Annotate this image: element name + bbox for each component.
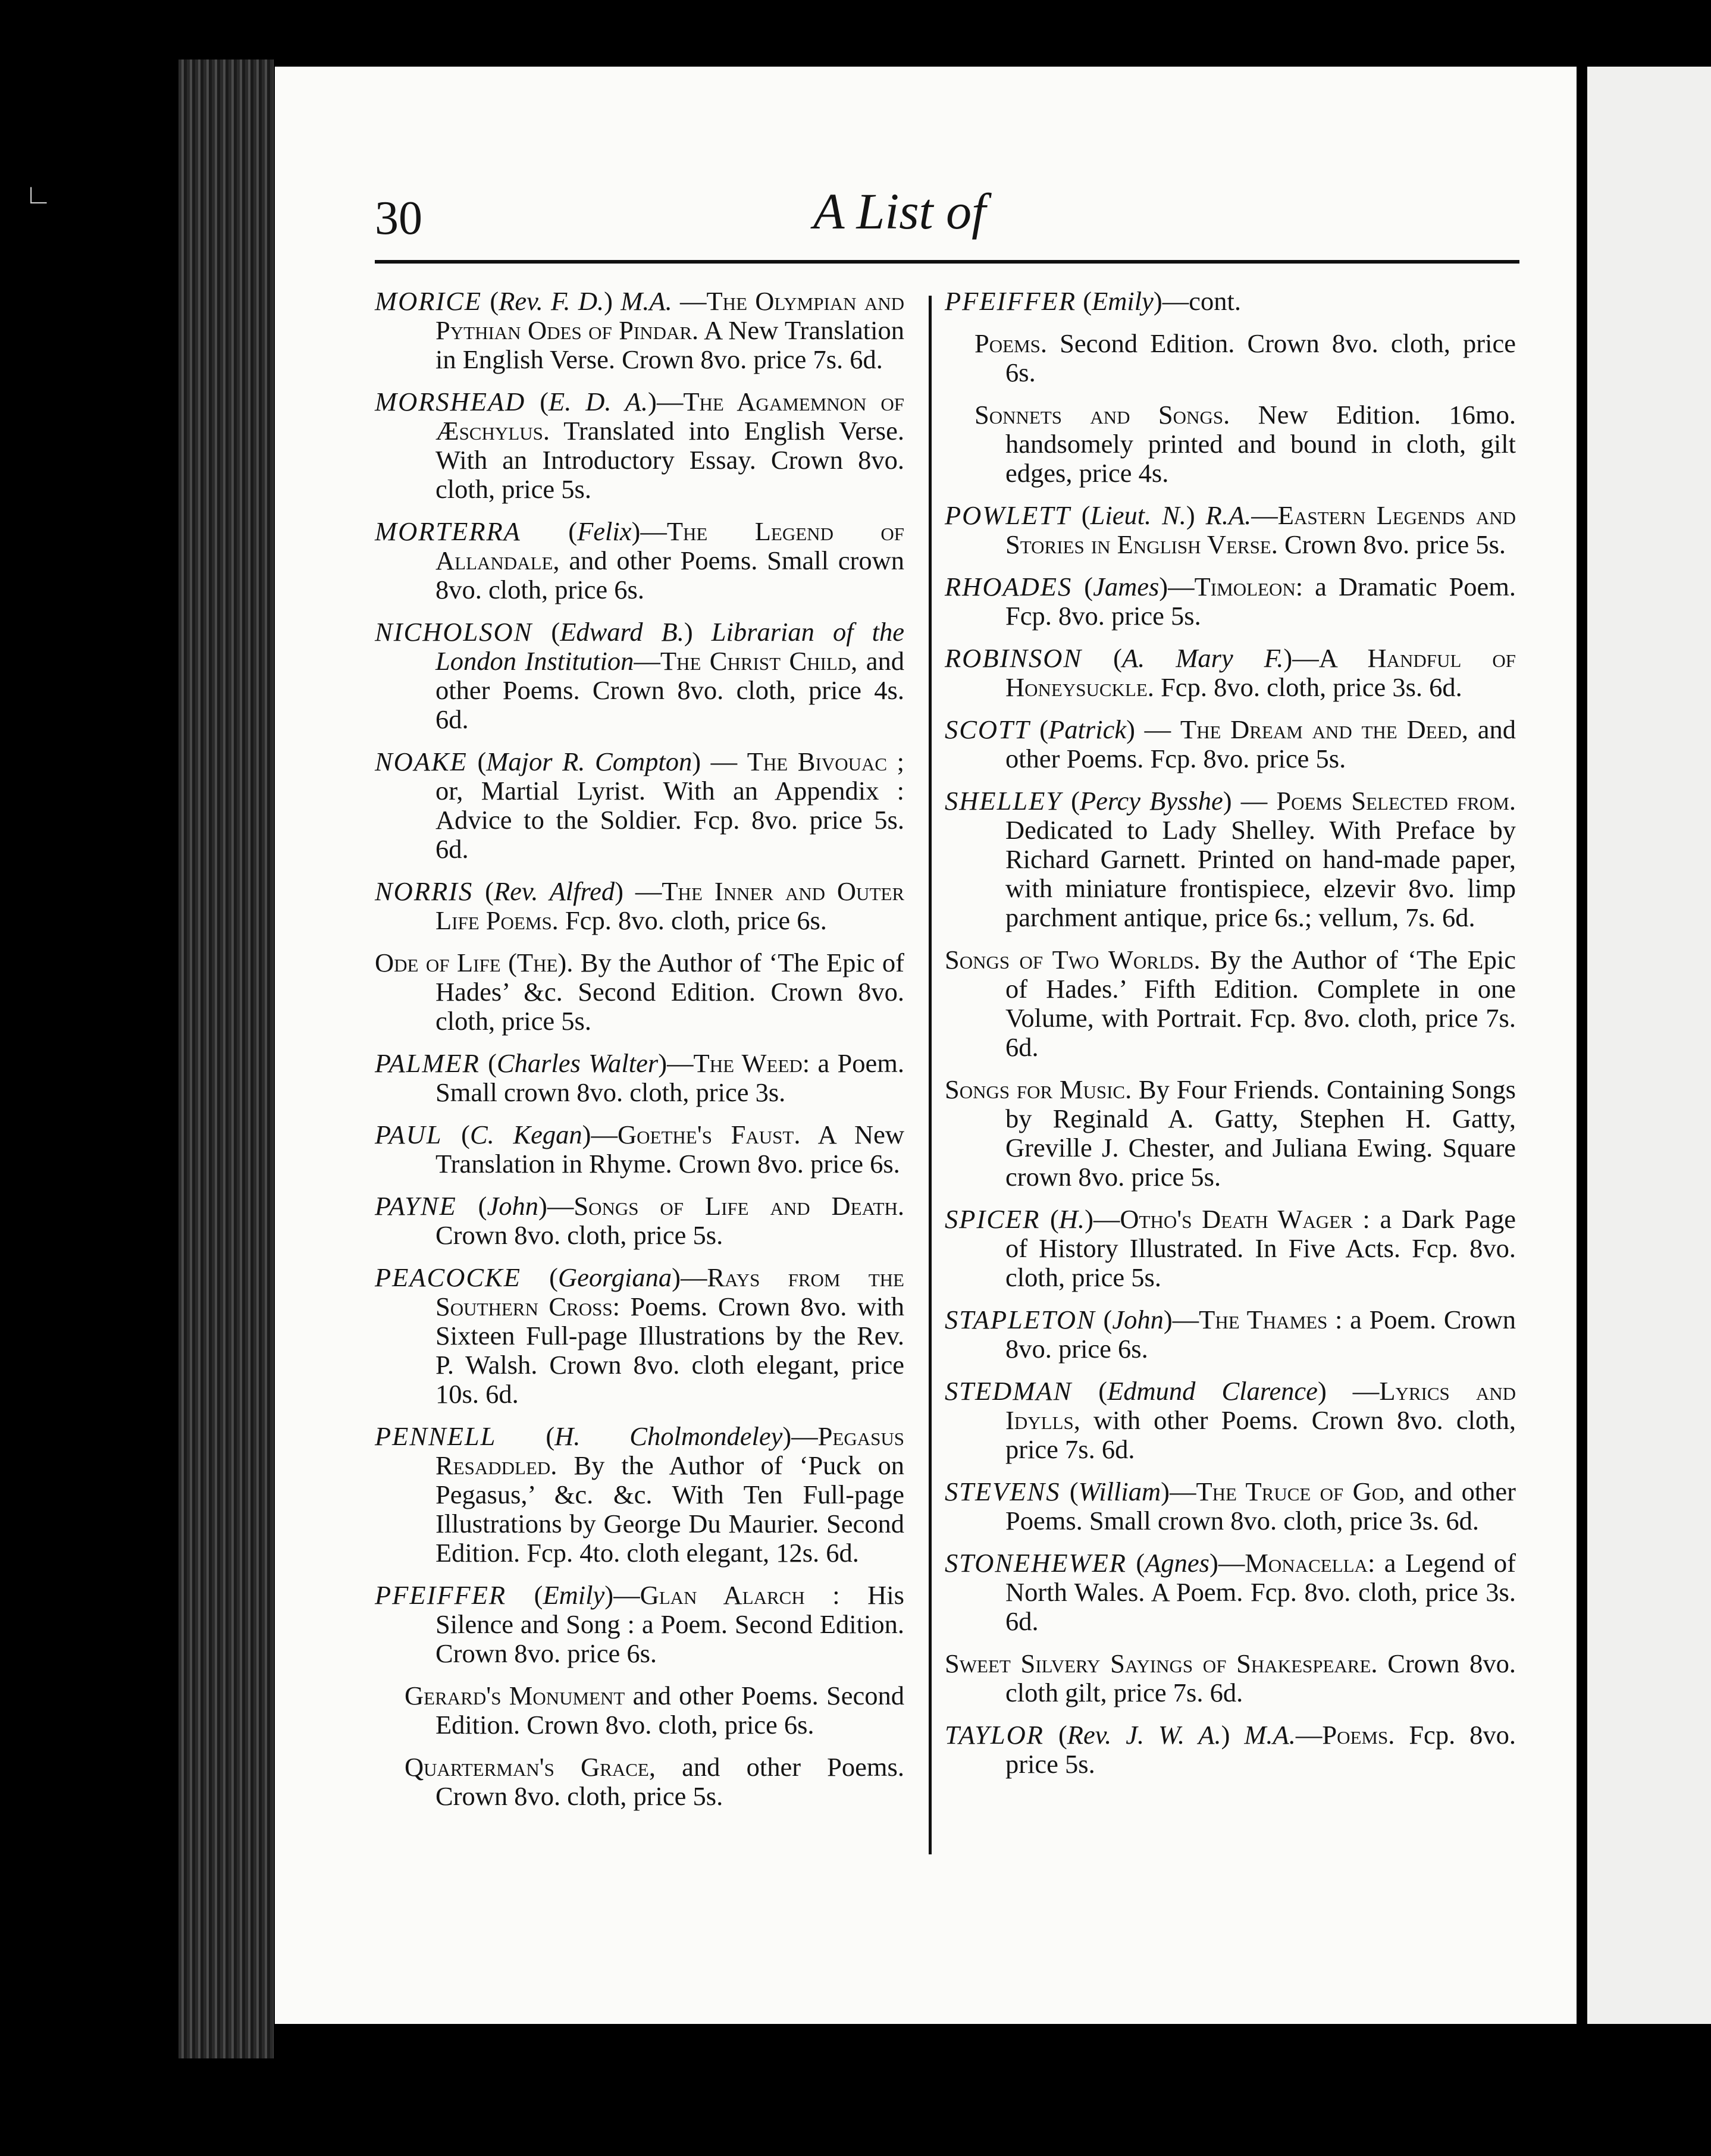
entry-work-title: Songs of Two Worlds.: [945, 945, 1201, 974]
entry-details: and other Poems. Fcp. 8vo. price 5s.: [1005, 715, 1516, 773]
running-title: A List of: [813, 183, 986, 240]
entry-separator: —: [623, 876, 662, 906]
entry-author-detail: James: [1093, 572, 1160, 601]
catalogue-entry: PAUL (C. Kegan)—Goethe's Faust. A New Translation in Rhyme. Crown 8vo. price 6s.: [375, 1120, 905, 1179]
entry-separator: —: [672, 286, 707, 316]
entry-separator: —: [1172, 1305, 1199, 1334]
entry-separator: —: [1169, 1477, 1196, 1506]
entry-author-detail: Rev. Alfred: [493, 876, 615, 906]
entry-author-suffix: Librarian of the London Institution: [435, 617, 905, 676]
entry-separator: —: [1326, 1376, 1380, 1406]
scan-mark-left: ∟: [25, 179, 52, 209]
entry-work-title: Poems Selected from.: [1276, 786, 1516, 816]
catalogue-entry: NORRIS (Rev. Alfred) —The Inner and Outer Life Poems. Fcp. 8vo. cloth, price 6s.: [375, 876, 904, 935]
entry-separator: —: [1218, 1548, 1245, 1578]
catalogue-entry: PALMER (Charles Walter)—The Weed: a Poem. Small crown 8vo. cloth, price 3s.: [375, 1048, 904, 1107]
entry-author: SCOTT: [945, 715, 1030, 744]
entry-details: By the Author of ‘The Epic of Hades.’ Fifth Edition. Complete in one Volume, with Portrait. Fcp. 8vo. cloth, price 7s. 6d.: [1005, 945, 1516, 1062]
entry-separator: —: [1231, 786, 1277, 816]
entry-work-title: Sweet Silvery Sayings of Shakespeare.: [945, 1649, 1378, 1678]
entry-author-detail: Lieut. N.: [1090, 500, 1186, 530]
entry-author-detail: Georgiana: [558, 1262, 672, 1292]
entry-work-title: The Olympian and Pythian Odes of Pindar.: [435, 286, 904, 345]
catalogue-entry: RHOADES (James)—Timoleon: a Dramatic Poem. Fcp. 8vo. price 5s.: [945, 572, 1516, 631]
entry-author-detail: C. Kegan: [470, 1120, 582, 1149]
entry-author: PAYNE: [375, 1191, 457, 1221]
entry-separator: —: [1295, 1720, 1323, 1750]
entry-author-detail: Percy Bysshe: [1079, 786, 1223, 816]
catalogue-entry: STEDMAN (Edmund Clarence) —Lyrics and Idylls, with other Poems. Crown 8vo. cloth, price 7s. 6d.: [945, 1376, 1516, 1464]
entry-work-title: The Weed:: [693, 1048, 810, 1078]
page-number: 30: [375, 192, 422, 245]
column-divider: [929, 296, 932, 1854]
entry-details: Fcp. 8vo. cloth, price 6s.: [558, 905, 827, 935]
entry-author-detail: Emily: [543, 1580, 605, 1610]
entry-author-detail: H. Cholmondeley: [554, 1421, 783, 1451]
catalogue-entry: PENNELL (H. Cholmondeley)—Pegasus Resaddled. By the Author of ‘Puck on Pegasus,’ &c. &c. With Ten Full-page Illustrations by George Du Maurier. Second Edition. Fcp. 4to. cloth elegant, 12s. 6d.: [375, 1421, 904, 1568]
entry-details: a Poem. Small crown 8vo. cloth, price 3s.: [435, 1048, 904, 1107]
entry-author: PENNELL: [375, 1421, 497, 1451]
entry-details: Second Edition. Crown 8vo. cloth, price 6s.: [1005, 328, 1516, 387]
entry-work-title: Glan Alarch :: [640, 1580, 840, 1610]
entry-author: PAUL: [375, 1120, 443, 1149]
entry-work-title: Rays from the Southern Cross:: [435, 1262, 904, 1321]
entry-work-title: The Bivouac ;: [747, 747, 904, 776]
entry-separator: —: [791, 1421, 818, 1451]
entry-separator: —: [1135, 715, 1180, 744]
entry-author: POWLETT: [945, 500, 1071, 530]
entry-author: RHOADES: [945, 572, 1073, 601]
entry-author: TAYLOR: [945, 1720, 1044, 1750]
entry-separator: —: [656, 387, 684, 416]
entry-author: STAPLETON: [945, 1305, 1096, 1334]
entry-separator: —: [1093, 1204, 1120, 1234]
entry-author-detail: Rev. F. D.: [499, 286, 604, 316]
entry-details: Crown 8vo. cloth, price 5s.: [435, 1220, 723, 1250]
entry-author: STONEHEWER: [945, 1548, 1127, 1578]
entry-details: and other Poems. Crown 8vo. cloth, price 4s. 6d.: [435, 646, 904, 734]
entry-author: STEVENS: [945, 1477, 1061, 1506]
entry-details: and other Poems. Small crown 8vo. cloth, price 3s. 6d.: [1005, 1477, 1516, 1535]
entry-work-title: A Handful of Honeysuckle.: [1005, 643, 1516, 702]
left-column: [375, 287, 904, 1824]
entry-work-title: Timoleon:: [1194, 572, 1303, 601]
entry-author: PFEIFFER: [375, 1580, 507, 1610]
entry-author-detail: A. Mary F.: [1121, 643, 1284, 673]
entry-work-title: The Thames :: [1199, 1305, 1343, 1334]
entry-author: MORSHEAD: [375, 387, 526, 416]
entry-details: and other Poems. Crown 8vo. cloth, price 5s.: [435, 1752, 904, 1811]
catalogue-entry: PAYNE (John)—Songs of Life and Death. Crown 8vo. cloth, price 5s.: [375, 1191, 904, 1250]
entry-work-title: Goethe's Faust.: [617, 1120, 801, 1149]
entry-author: PFEIFFER: [945, 286, 1077, 316]
catalogue-entry: [375, 1753, 904, 1811]
catalogue-entry: STONEHEWER (Agnes)—Monacella: a Legend of North Wales. A Poem. Fcp. 8vo. cloth, price 3s. 6d.: [945, 1548, 1516, 1636]
entry-details: A New Translation in English Verse. Crown 8vo. price 7s. 6d.: [435, 315, 904, 374]
catalogue-entry: SCOTT (Patrick) — The Dream and the Deed, and other Poems. Fcp. 8vo. price 5s.: [945, 715, 1516, 773]
catalogue-entry: ROBINSON (A. Mary F.)—A Handful of Honeysuckle. Fcp. 8vo. cloth, price 3s. 6d.: [945, 643, 1516, 702]
entry-work-title: Quarterman's Grace,: [405, 1752, 656, 1782]
entry-details: Translated into English Verse. With an Introductory Essay. Crown 8vo. cloth, price 5s.: [435, 416, 904, 504]
entry-details: and other Poems. Small crown 8vo. cloth, price 6s.: [435, 546, 904, 604]
facing-page-edge: [1587, 67, 1711, 2024]
entry-details: a Dark Page of History Illustrated. In Five Acts. Fcp. 8vo. cloth, price 5s.: [1005, 1204, 1516, 1292]
entry-details: Crown 8vo. price 5s.: [1277, 529, 1506, 559]
book-page: [275, 67, 1577, 2024]
entry-author: MORICE: [375, 286, 482, 316]
entry-details: Poems. Crown 8vo. with Sixteen Full-page Illustrations by the Rev. P. Walsh. Crown 8vo. cloth elegant, price 10s. 6d.: [435, 1292, 904, 1409]
entry-details: Crown 8vo. cloth gilt, price 7s. 6d.: [1005, 1649, 1516, 1707]
entry-author: NORRIS: [375, 876, 474, 906]
entry-work-title: Lyrics and Idylls,: [1005, 1376, 1516, 1435]
entry-separator: —: [591, 1120, 618, 1149]
right-column: [945, 287, 1516, 1792]
catalogue-entry: PFEIFFER (Emily)—Glan Alarch : His Silence and Song : a Poem. Second Edition. Crown 8vo. price 6s.: [375, 1580, 904, 1668]
entry-work-title: The Dream and the Deed,: [1180, 715, 1468, 744]
entry-work-title: Songs for Music.: [945, 1074, 1132, 1104]
entry-author-detail: Edmund Clarence: [1107, 1376, 1318, 1406]
book-page-edges: [178, 59, 274, 2058]
entry-work-title: Sonnets and Songs.: [974, 400, 1230, 430]
catalogue-entry: MORSHEAD (E. D. A.)—The Agamemnon of Æschylus. Translated into English Verse. With an Introductory Essay. Crown 8vo. cloth, price 5s.: [375, 387, 904, 504]
entry-author: PALMER: [375, 1048, 480, 1078]
entry-author: ROBINSON: [945, 643, 1083, 673]
entry-details: A New Translation in Rhyme. Crown 8vo. price 6s.: [435, 1120, 905, 1179]
entry-separator: —: [701, 747, 747, 776]
entry-author-detail: Patrick: [1048, 715, 1127, 744]
entry-author-detail: Felix: [577, 516, 632, 546]
entry-separator: —cont.: [1162, 286, 1241, 316]
catalogue-entry: POWLETT (Lieut. N.) R.A.—Eastern Legends and Stories in English Verse. Crown 8vo. price 5s.: [945, 500, 1516, 559]
catalogue-entry: MORICE (Rev. F. D.) M.A. —The Olympian and Pythian Odes of Pindar. A New Translation in English Verse. Crown 8vo. price 7s. 6d.: [375, 286, 904, 374]
entry-author-suffix: M.A.: [612, 286, 672, 316]
catalogue-entry: PEACOCKE (Georgiana)—Rays from the Southern Cross: Poems. Crown 8vo. with Sixteen Full-page Illustrations by the Rev. P. Walsh. Crown 8vo. cloth elegant, price 10s. 6d.: [375, 1262, 904, 1409]
entry-work-title: Monacella:: [1245, 1548, 1375, 1578]
catalogue-entry: [945, 400, 1516, 488]
entry-work-title: The Christ Child,: [660, 646, 858, 676]
entry-work-title: Otho's Death Wager :: [1120, 1204, 1370, 1234]
entry-author-suffix: M.A.: [1230, 1720, 1296, 1750]
entry-separator: —: [547, 1191, 574, 1221]
entry-author-detail: Edward B.: [560, 617, 684, 647]
entry-author: MORTERRA: [375, 516, 521, 546]
entry-author-detail: William: [1078, 1477, 1161, 1506]
catalogue-entry: NICHOLSON (Edward B.) Librarian of the London Institution—The Christ Child, and other Poems. Crown 8vo. cloth, price 4s. 6d.: [375, 617, 905, 734]
entry-details: and other Poems. Second Edition. Crown 8vo. cloth, price 6s.: [435, 1681, 904, 1740]
entry-details: By Four Friends. Containing Songs by Reginald A. Gatty, Stephen H. Gatty, Greville J. Chester, and Juliana Ewing. Square crown 8vo. price 5s.: [1005, 1074, 1516, 1192]
entry-details: or, Martial Lyrist. With an Appendix : Advice to the Soldier. Fcp. 8vo. price 5s. 6d.: [435, 776, 904, 864]
catalogue-entry: [375, 948, 904, 1036]
catalogue-entry: [375, 1681, 904, 1740]
entry-separator: —: [1168, 572, 1195, 601]
entry-author: NOAKE: [375, 747, 468, 776]
entry-author-detail: John: [1112, 1305, 1164, 1334]
entry-details: a Legend of North Wales. A Poem. Fcp. 8vo. cloth, price 3s. 6d.: [1005, 1548, 1516, 1636]
entry-separator: —: [681, 1262, 707, 1292]
entry-details: with other Poems. Crown 8vo. cloth, price 7s. 6d.: [1005, 1405, 1516, 1464]
entry-author-detail: Charles Walter: [496, 1048, 659, 1078]
catalogue-entry: MORTERRA (Felix)—The Legend of Allandale, and other Poems. Small crown 8vo. cloth, price 6s.: [375, 516, 904, 604]
entry-separator: —: [667, 1048, 694, 1078]
catalogue-entry: SHELLEY (Percy Bysshe) — Poems Selected from. Dedicated to Lady Shelley. With Preface by Richard Garnett. Printed on hand-made paper, with miniature frontispiece, elzevir 8vo. limp parchment antique, price 6s.; vellum, 7s. 6d.: [945, 786, 1516, 932]
catalogue-entry: PFEIFFER (Emily)—cont.: [945, 286, 1241, 316]
entry-details: a Poem. Crown 8vo. price 6s.: [1005, 1305, 1516, 1364]
entry-separator: —: [634, 646, 660, 676]
entry-work-title: Songs of Life and Death.: [574, 1191, 904, 1221]
entry-work-title: Pegasus Resaddled.: [435, 1421, 904, 1480]
catalogue-entry: NOAKE (Major R. Compton) — The Bivouac ; or, Martial Lyrist. With an Appendix : Advice to the Soldier. Fcp. 8vo. price 5s. 6d.: [375, 747, 904, 864]
catalogue-entry: [945, 1649, 1516, 1707]
entry-author: PEACOCKE: [375, 1262, 521, 1292]
catalogue-entry: SPICER (H.)—Otho's Death Wager : a Dark Page of History Illustrated. In Five Acts. Fcp. 8vo. cloth, price 5s.: [945, 1204, 1516, 1292]
entry-details: By the Author of ‘Puck on Pegasus,’ &c. &c. With Ten Full-page Illustrations by George Du Maurier. Second Edition. Fcp. 4to. cloth elegant, 12s. 6d.: [435, 1450, 904, 1568]
entry-author: STEDMAN: [945, 1376, 1073, 1406]
entry-author-detail: E. D. A.: [549, 387, 648, 416]
catalogue-entry: [945, 1075, 1516, 1192]
catalogue-entry: [945, 329, 1516, 387]
entry-author-detail: Major R. Compton: [486, 747, 692, 776]
entry-work-title: Poems.: [1322, 1720, 1395, 1750]
entry-work-title: Eastern Legends and Stories in English Verse.: [1005, 500, 1516, 559]
entry-work-title: Gerard's Monument: [405, 1681, 625, 1710]
entry-work-title: The Inner and Outer Life Poems.: [435, 876, 904, 935]
entry-details: His Silence and Song : a Poem. Second Edition. Crown 8vo. price 6s.: [435, 1580, 904, 1668]
entry-author-detail: Agnes: [1145, 1548, 1210, 1578]
catalogue-entry: STAPLETON (John)—The Thames : a Poem. Crown 8vo. price 6s.: [945, 1305, 1516, 1364]
entry-separator: —: [613, 1580, 640, 1610]
entry-details: By the Author of ‘The Epic of Hades’ &c. Second Edition. Crown 8vo. cloth, price 5s.: [435, 948, 904, 1036]
catalogue-entry: [945, 945, 1516, 1062]
entry-work-title: The Legend of Allandale,: [435, 516, 904, 575]
entry-separator: —: [1251, 500, 1278, 530]
entry-work-title: The Agamemnon of Æschylus.: [435, 387, 904, 446]
entry-details: New Edition. 16mo. handsomely printed and bound in cloth, gilt edges, price 4s.: [1005, 400, 1516, 488]
entry-work-title: Ode of Life (The).: [375, 948, 574, 977]
entry-author: SPICER: [945, 1204, 1041, 1234]
catalogue-entry: STEVENS (William)—The Truce of God, and other Poems. Small crown 8vo. cloth, price 3s. 6d.: [945, 1477, 1516, 1535]
entry-separator: —: [640, 516, 667, 546]
entry-details: a Dramatic Poem. Fcp. 8vo. price 5s.: [1005, 572, 1516, 631]
catalogue-entry: TAYLOR (Rev. J. W. A.) M.A.—Poems. Fcp. 8vo. price 5s.: [945, 1720, 1516, 1779]
entry-author-detail: H.: [1058, 1204, 1085, 1234]
entry-separator: —: [1292, 643, 1319, 673]
entry-details: Fcp. 8vo. cloth, price 3s. 6d.: [1154, 672, 1462, 702]
entry-author-detail: Emily: [1092, 286, 1154, 316]
entry-author-suffix: R.A.: [1195, 500, 1252, 530]
entry-work-title: Poems.: [974, 328, 1048, 358]
entry-author: NICHOLSON: [375, 617, 533, 647]
entry-author-detail: John: [487, 1191, 539, 1221]
entry-author-detail: Rev. J. W. A.: [1067, 1720, 1221, 1750]
entry-details: Fcp. 8vo. price 5s.: [1005, 1720, 1516, 1779]
entry-author: SHELLEY: [945, 786, 1062, 816]
entry-work-title: The Truce of God,: [1196, 1477, 1405, 1506]
entry-details: Dedicated to Lady Shelley. With Preface by Richard Garnett. Printed on hand-made paper, with miniature frontispiece, elzevir 8vo. limp parchment antique, price 6s.; vellum, 7s. 6d.: [1005, 815, 1516, 932]
header-rule: [375, 260, 1519, 264]
